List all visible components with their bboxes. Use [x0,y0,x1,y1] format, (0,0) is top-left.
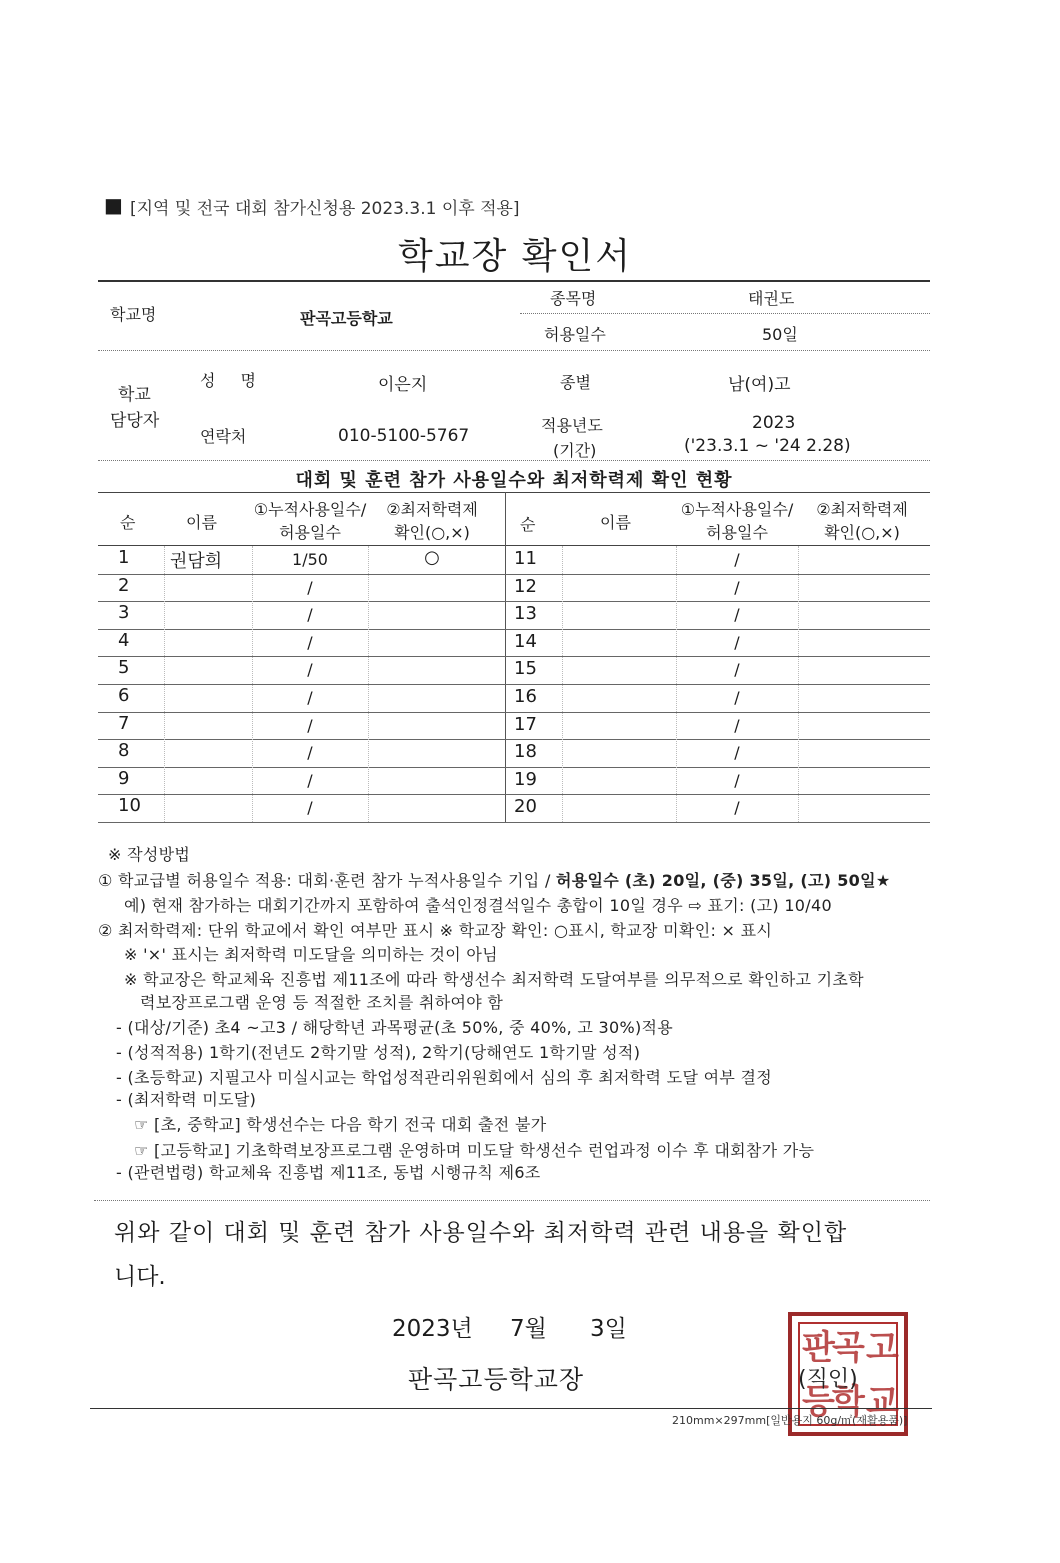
col-used-header-2: 허용일수 [706,523,768,542]
detail-below-min: - (최저학력 미도달) [116,1090,257,1109]
row-number: 17 [514,713,537,735]
row-used-days: / [734,660,740,680]
allowed-days-value: 50일 [762,325,798,344]
table-row-rule [98,656,930,657]
table-row-rule [98,794,930,795]
row-number: 4 [118,629,130,651]
row-used-days: / [307,577,313,597]
contact-value: 010-5100-5767 [338,426,470,446]
sport-value: 태권도 [748,289,795,308]
row-used-days: / [307,660,313,680]
detail-law: - (관련법령) 학교체육 진흥법 제11조, 동법 시행규칙 제6조 [116,1163,541,1182]
year-label-line2: (기간) [553,441,597,460]
row-used-days: 1/50 [292,550,328,569]
col-name-header: 이름 [600,513,631,532]
row-used-days: / [734,770,740,790]
row-number: 15 [514,658,537,680]
table-column-rule [164,546,165,822]
row-min-check: ○ [424,547,440,568]
col-used-header-1: ①누적사용일수/ [253,500,367,519]
row-used-days: / [734,743,740,763]
note-1-allowed: 허용일수 (초) 20일, (중) 35일, (고) 50일★ [556,871,891,890]
row-used-days: / [734,688,740,707]
header-bullet: ■ [104,193,123,217]
row-used-days: / [734,798,740,818]
table-row-rule [98,601,930,602]
name-value: 이은지 [378,375,428,395]
row-used-days: / [734,632,740,652]
col-used-header-1: ①누적사용일수/ [680,500,794,519]
name-label: 성 명 [200,371,266,390]
table-column-rule [252,546,253,822]
allowed-days-label: 허용일수 [544,325,606,344]
note-1-example: 예) 현재 참가하는 대회기간까지 포함하여 출석인정결석일수 총합이 10일 경우 ⇨ 표기: (고) 10/40 [124,896,832,915]
col-name-header: 이름 [186,513,217,532]
col-min-header-2: 확인(○,×) [394,523,470,542]
col-min-header-1: ②최저학력제 [816,500,908,519]
row-number: 6 [118,685,130,706]
confirm-rule [94,1200,930,1201]
col-no-header: 순 [520,515,536,534]
confirm-line-1: 위와 같이 대회 및 훈련 참가 사용일수와 최저학력 관련 내용을 확인합 [114,1220,848,1246]
row-number: 5 [118,657,130,679]
row-number: 11 [514,548,537,569]
notes-heading: ※ 작성방법 [108,845,191,864]
gender-label: 종별 [560,373,591,392]
seal-glyph: 교 [866,1382,899,1422]
row-number: 12 [514,575,537,597]
gender-value: 남(여)고 [728,375,791,395]
status-title: 대회 및 훈련 참가 사용일수와 최저학력제 확인 현황 [295,470,733,491]
year-value: 2023 [752,413,796,433]
table-row-rule [98,822,930,823]
row-used-days: / [307,632,313,652]
detail-grades: - (성적적용) 1학기(전년도 2학기말 성적), 2학기(당해연도 1학기말 성적) [116,1043,641,1062]
period-value: ('23.3.1 ~ '24 2.28) [684,436,851,456]
row-number: 7 [118,712,130,734]
row-number: 18 [514,741,537,763]
row-used-days: / [307,715,313,735]
row-used-days: / [307,798,313,818]
info-divider [98,460,930,461]
row-number: 20 [514,796,537,818]
status-rule [98,492,930,493]
row-number: 14 [514,630,537,652]
seal-glyph: 판 [802,1328,835,1368]
seal-glyph: 곡 [832,1328,865,1368]
note-1-text: ① 학교급별 허용일수 적용: 대회·훈련 참가 누적사용일수 기입 / [98,871,557,890]
row-number: 3 [118,602,130,624]
row-used-days: / [734,577,740,597]
row-number: 8 [118,740,130,762]
row-used-days: / [307,688,313,707]
paper-spec: 210mm×297mm[일반용지 60g/㎡(재활용품)] [672,1414,908,1427]
row-used-days: / [307,743,313,763]
row-number: 1 [118,547,130,568]
row-number: 16 [514,686,537,707]
detail-elementary: - (초등학교) 지필고사 미실시교는 학업성적관리위원회에서 심의 후 최저학력 도달 여부 결정 [116,1068,772,1087]
row-used-days: / [307,605,313,625]
year-label-line1: 적용년도 [541,416,603,435]
document-title: 학교장 확인서 [397,236,633,277]
seal-glyph: 학 [832,1382,865,1422]
note-2-a: ※ '×' 표시는 최저학력 미도달을 의미하는 것이 아님 [124,945,498,964]
row-used-days: / [734,550,740,569]
date-month: 7월 [510,1316,547,1342]
info-divider [98,350,930,351]
table-column-rule [368,546,369,822]
row-used-days: / [734,605,740,625]
detail-below-min-a: ☞ [초, 중학교] 학생선수는 다음 학기 전국 대회 출전 불가 [134,1115,547,1134]
note-1 [98,868,891,891]
row-used-days: / [307,770,313,790]
col-used-header-2: 허용일수 [279,523,341,542]
table-row-rule [98,767,930,768]
date-day: 3일 [590,1316,627,1342]
table-column-rule [798,546,799,822]
info-top-rule [98,280,930,282]
seal-label: (직인) [798,1367,858,1392]
row-used-days: / [734,715,740,735]
table-row-rule [98,712,930,713]
sport-label: 종목명 [550,289,597,308]
school-label: 학교명 [110,305,157,324]
manager-label-line2: 담당자 [110,411,160,431]
col-min-header-2: 확인(○,×) [824,523,900,542]
seal-glyph: 등 [802,1382,835,1422]
table-row-rule [98,684,930,685]
row-number: 2 [118,574,130,596]
row-number: 10 [118,795,141,817]
status-rule [98,545,930,546]
info-divider [520,313,930,314]
row-number: 9 [118,767,130,789]
table-row-rule [98,629,930,630]
date-year: 2023년 [392,1316,473,1342]
table-row-rule [98,739,930,740]
col-min-header-1: ②최저학력제 [386,500,478,519]
contact-label: 연락처 [200,427,247,446]
table-column-rule [562,546,563,822]
row-number: 19 [514,768,537,790]
detail-below-min-b: ☞ [고등학교] 기초학력보장프로그램 운영하며 미도달 학생선수 런업과정 이수 후 대회참가 가능 [134,1141,815,1160]
seal-glyph: 고 [866,1328,899,1368]
footer-rule [90,1408,932,1409]
header-note: [지역 및 전국 대회 참가신청용 2023.3.1 이후 적용] [130,199,520,219]
school-value: 판곡고등학교 [300,309,393,328]
note-2: ② 최저학력제: 단위 학교에서 확인 여부만 표시 ※ 학교장 확인: ○표시, 학교장 미확인: × 표시 [98,921,773,940]
table-column-rule [676,546,677,822]
principal-name: 판곡고등학교장 [408,1365,585,1394]
manager-label-line1: 학교 [118,385,151,405]
confirm-line-2: 니다. [114,1264,166,1290]
row-name: 권담희 [170,551,223,572]
table-row-rule [98,574,930,575]
col-no-header: 순 [120,513,136,532]
detail-target: - (대상/기준) 초4 ~고3 / 해당학년 과목평균(초 50%, 중 40%, 고 30%)적용 [116,1018,674,1037]
row-number: 13 [514,603,537,625]
note-2-b1: ※ 학교장은 학교체육 진흥법 제11조에 따라 학생선수 최저학력 도달여부를 의무적으로 확인하고 기초학 [124,970,864,989]
note-2-b2: 력보장프로그램 운영 등 적절한 조치를 취하여야 함 [140,993,504,1012]
